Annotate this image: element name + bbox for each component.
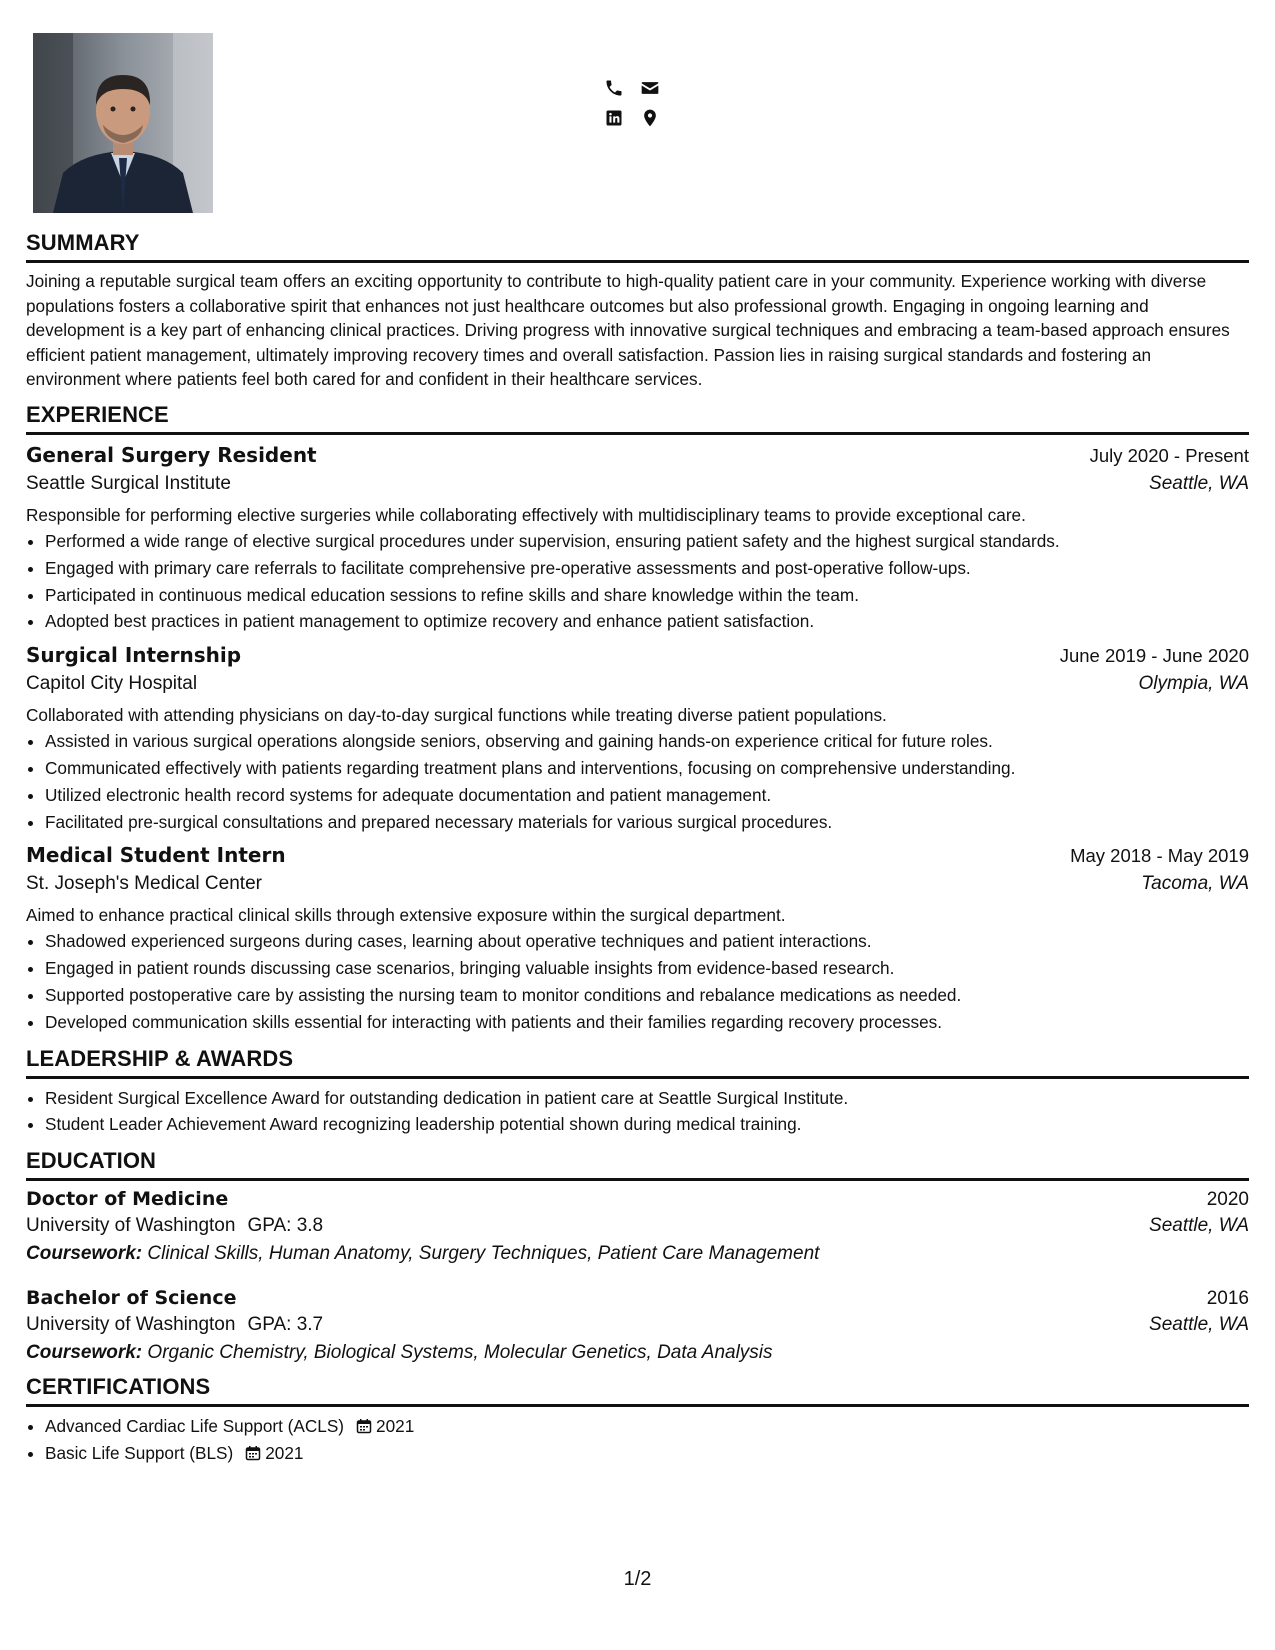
- job-company: St. Joseph's Medical Center: [26, 873, 262, 895]
- education-location: Seattle, WA: [1149, 1314, 1249, 1336]
- list-item: • Supported postoperative care by assisting the nursing team to monitor conditions and rebalance medications as needed.: [45, 982, 1249, 1009]
- list-item: • Engaged in patient rounds discussing case scenarios, bringing valuable insights from evidence-based research.: [45, 955, 1249, 982]
- education-location: Seattle, WA: [1149, 1215, 1249, 1237]
- education-school: University of Washington: [26, 1314, 236, 1336]
- section-title-certifications: CERTIFICATIONS: [26, 1374, 1249, 1407]
- list-item: • Engaged with primary care referrals to facilitate comprehensive pre-operative assessments and post-operative follow-ups.: [45, 555, 1249, 582]
- job-bullets: [26, 728, 1249, 835]
- job-title: Medical Student Intern: [26, 843, 286, 868]
- job-location: Tacoma, WA: [1141, 873, 1249, 895]
- leadership-section: [26, 1046, 1249, 1139]
- profile-photo-image: [33, 33, 213, 213]
- job-description: Collaborated with attending physicians on day-to-day surgical functions while treating diverse patient populations.: [26, 705, 887, 726]
- list-item: • Communicated effectively with patients regarding treatment plans and interventions, focusing on comprehensive understanding.: [45, 755, 1249, 782]
- resume-header: [26, 0, 1249, 230]
- education-gpa: GPA: 3.8: [247, 1215, 324, 1237]
- certification-name: Advanced Cardiac Life Support (ACLS): [45, 1416, 345, 1437]
- education-section: [26, 1148, 1249, 1364]
- resume-page: [26, 0, 1249, 1477]
- job-entry: [26, 443, 1249, 635]
- job-dates: July 2020 - Present: [1089, 444, 1249, 466]
- education-degree: Doctor of Medicine: [26, 1188, 229, 1211]
- list-item: • Resident Surgical Excellence Award for outstanding dedication in patient care at Seattle Surgical Institute.: [45, 1085, 1249, 1112]
- list-item: • Adopted best practices in patient management to optimize recovery and enhance patient satisfaction.: [45, 608, 1249, 635]
- map-pin-icon[interactable]: [640, 108, 660, 128]
- summary-text: Joining a reputable surgical team offers an exciting opportunity to contribute to high-quality patient care in your community. Experience working with diverse populations fosters a collaborative spirit that enhances not just healthcare outcomes but also professional growth. Engaging in ongoing learning and development is a key part of enhancing clinical practices. Driving progress with innovative surgical techniques and embracing a team-based approach ensures efficient patient management, ultimately improving recovery times and overall satisfaction. Passion lies in raising surgical standards and fostering an environment where patients feel both cared for and confident in their healthcare services.: [26, 271, 1230, 390]
- list-item: • Facilitated pre-surgical consultations and prepared necessary materials for various surgical procedures.: [45, 809, 1249, 836]
- job-title: General Surgery Resident: [26, 442, 317, 467]
- job-location: Seattle, WA: [1149, 472, 1249, 494]
- job-entry: [26, 643, 1249, 835]
- education-year: 2016: [1206, 1288, 1249, 1310]
- list-item: • Utilized electronic health record systems for adequate documentation and patient management.: [45, 782, 1249, 809]
- section-title-summary: SUMMARY: [26, 230, 1249, 263]
- list-item: • Assisted in various surgical operations alongside seniors, observing and gaining hands-on experience critical for future roles.: [45, 728, 1249, 755]
- job-bullets: [26, 528, 1249, 635]
- certifications-section: [26, 1374, 1249, 1467]
- education-school: University of Washington: [26, 1215, 236, 1237]
- linkedin-icon[interactable]: [604, 108, 624, 128]
- education-degree: Bachelor of Science: [26, 1287, 237, 1310]
- profile-photo: [33, 33, 213, 213]
- list-item: [45, 1440, 1249, 1467]
- coursework-label: Coursework:: [26, 1342, 143, 1364]
- certifications-list: [26, 1413, 1249, 1467]
- education-coursework: [26, 1342, 1249, 1364]
- coursework-list: Organic Chemistry, Biological Systems, Molecular Genetics, Data Analysis: [147, 1342, 773, 1364]
- list-item: • Shadowed experienced surgeons during cases, learning about operative techniques and patient interactions.: [45, 928, 1249, 955]
- education-entry: [26, 1287, 1249, 1364]
- calendar-icon: [245, 1445, 261, 1461]
- section-title-education: EDUCATION: [26, 1148, 1249, 1181]
- contact-icons: [604, 78, 684, 138]
- certification-year: 2021: [376, 1416, 415, 1437]
- list-item: [45, 1413, 1249, 1440]
- job-location: Olympia, WA: [1138, 673, 1249, 695]
- education-year: 2020: [1206, 1189, 1249, 1211]
- section-title-leadership: LEADERSHIP & AWARDS: [26, 1046, 1249, 1079]
- summary-section: [26, 230, 1249, 392]
- section-title-experience: EXPERIENCE: [26, 402, 1249, 435]
- job-dates: May 2018 - May 2019: [1070, 845, 1249, 867]
- awards-list: [26, 1085, 1249, 1139]
- certification-year: 2021: [265, 1442, 304, 1463]
- coursework-label: Coursework:: [26, 1243, 143, 1265]
- job-description: Responsible for performing elective surgeries while collaborating effectively with multidisciplinary teams to provide exceptional care.: [26, 504, 1026, 525]
- job-title: Surgical Internship: [26, 643, 242, 668]
- phone-icon[interactable]: [604, 78, 624, 98]
- education-coursework: [26, 1243, 1249, 1265]
- envelope-icon[interactable]: [640, 78, 660, 98]
- coursework-list: Clinical Skills, Human Anatomy, Surgery Techniques, Patient Care Management: [147, 1243, 820, 1265]
- list-item: • Developed communication skills essential for interacting with patients and their families regarding recovery processes.: [45, 1009, 1249, 1036]
- education-entry: [26, 1188, 1249, 1265]
- job-dates: June 2019 - June 2020: [1059, 645, 1249, 667]
- calendar-icon: [356, 1418, 372, 1434]
- page-number: 1/2: [623, 1568, 652, 1590]
- certification-name: Basic Life Support (BLS): [45, 1442, 234, 1463]
- list-item: • Participated in continuous medical education sessions to refine skills and share knowledge within the team.: [45, 582, 1249, 609]
- education-gpa: GPA: 3.7: [247, 1314, 324, 1336]
- job-description: Aimed to enhance practical clinical skills through extensive exposure within the surgical department.: [26, 905, 786, 926]
- list-item: • Performed a wide range of elective surgical procedures under supervision, ensuring patient safety and the highest surgical standards.: [45, 528, 1249, 555]
- list-item: • Student Leader Achievement Award recognizing leadership potential shown during medical training.: [45, 1111, 1249, 1138]
- job-company: Seattle Surgical Institute: [26, 472, 231, 494]
- job-company: Capitol City Hospital: [26, 673, 198, 695]
- experience-section: [26, 402, 1249, 1036]
- job-bullets: [26, 928, 1249, 1035]
- job-entry: [26, 843, 1249, 1035]
